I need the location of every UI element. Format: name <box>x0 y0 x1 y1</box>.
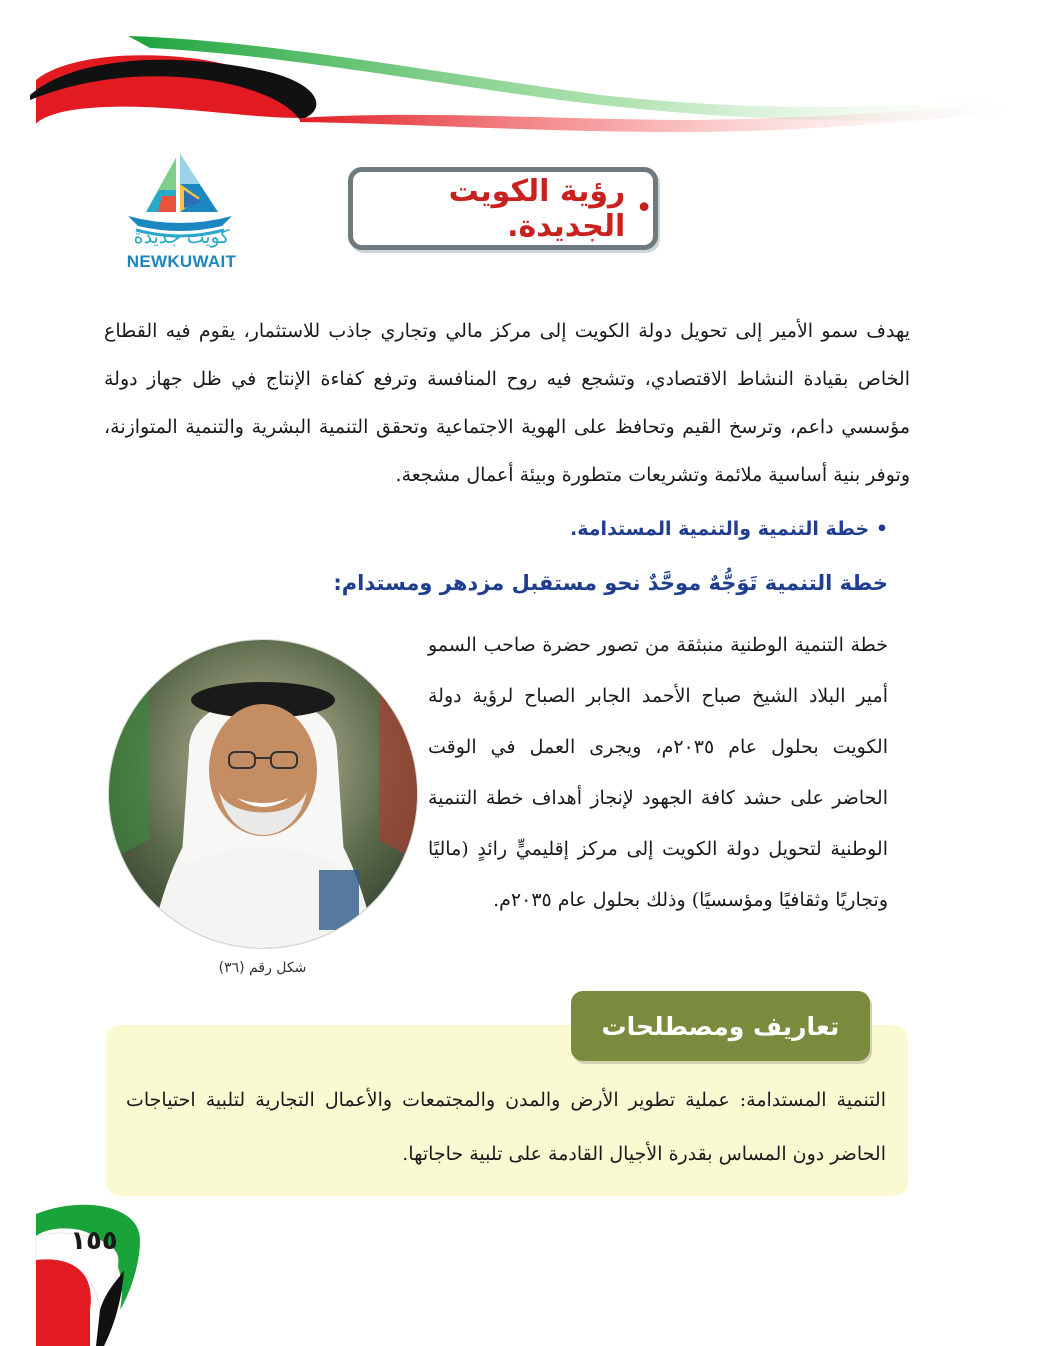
logo-english-text: NEWKUWAIT <box>126 252 237 271</box>
intro-paragraph: يهدف سمو الأمير إلى تحويل دولة الكويت إلى مركز مالي وتجاري جاذب للاستثمار، يقوم فيه القطاع الخاص بقيادة النشاط الاقتصادي، وتشجع فيه روح المنافسة وترفع كفاءة الإنتاج في ظل جهاز دولة مؤسسي داعم، وترسخ القيم وتحافظ على الهوية الاجتماعية وتحقق التنمية البشرية والتنمية المتوازنة، وتوفر بنية أساسية ملائمة وتشريعات متطورة وبيئة أعمال مشجعة. <box>104 320 910 486</box>
page-title: رؤية الكويت الجديدة. <box>448 173 626 244</box>
definitions-tab-label: تعاريف ومصطلحات <box>601 1011 840 1041</box>
plan-subheading: خطة التنمية تَوَجُّهٌ موحَّدٌ نحو مستقبل مزدهر ومستدام: <box>333 571 888 595</box>
plan-paragraph: خطة التنمية الوطنية منبثقة من تصور حضرة صاحب السمو أمير البلاد الشيخ صباح الأحمد الجابر الصباح لرؤية دولة الكويت بحلول عام ٢٠٣٥م، ويجرى العمل في الوقت الحاضر على حشد كافة الجهود لإنجاز أهداف خطة التنمية الوطنية لتحويل دولة الكويت إلى مركز إقليميٍّ رائدٍ (ماليًا وتجاريًا وثقافيًا ومؤسسيًا) وذلك بحلول عام ٢٠٣٥م. <box>428 634 888 911</box>
definitions-tab <box>571 991 870 1061</box>
definition-text: التنمية المستدامة: عملية تطوير الأرض والمدن والمجتمعات والأعمال التجارية لتلبية احتياجات الحاضر دون المساس بقدرة الأجيال القادمة على تلبية حاجاتها. <box>126 1089 886 1165</box>
figure-caption: شكل رقم (٣٦) <box>218 960 307 976</box>
title-bullet: • <box>635 191 653 226</box>
portrait-photo <box>108 639 418 949</box>
page-number: ١٥٥ <box>70 1226 118 1256</box>
plan-heading: • خطة التنمية والتنمية المستدامة. <box>570 518 888 540</box>
section-title-box <box>348 167 658 250</box>
logo-arabic-text: كويت جديدة <box>133 226 230 248</box>
flag-swoosh-top <box>0 0 1062 150</box>
flag-swoosh-bottom <box>0 1200 200 1346</box>
portrait-illustration <box>109 640 417 948</box>
